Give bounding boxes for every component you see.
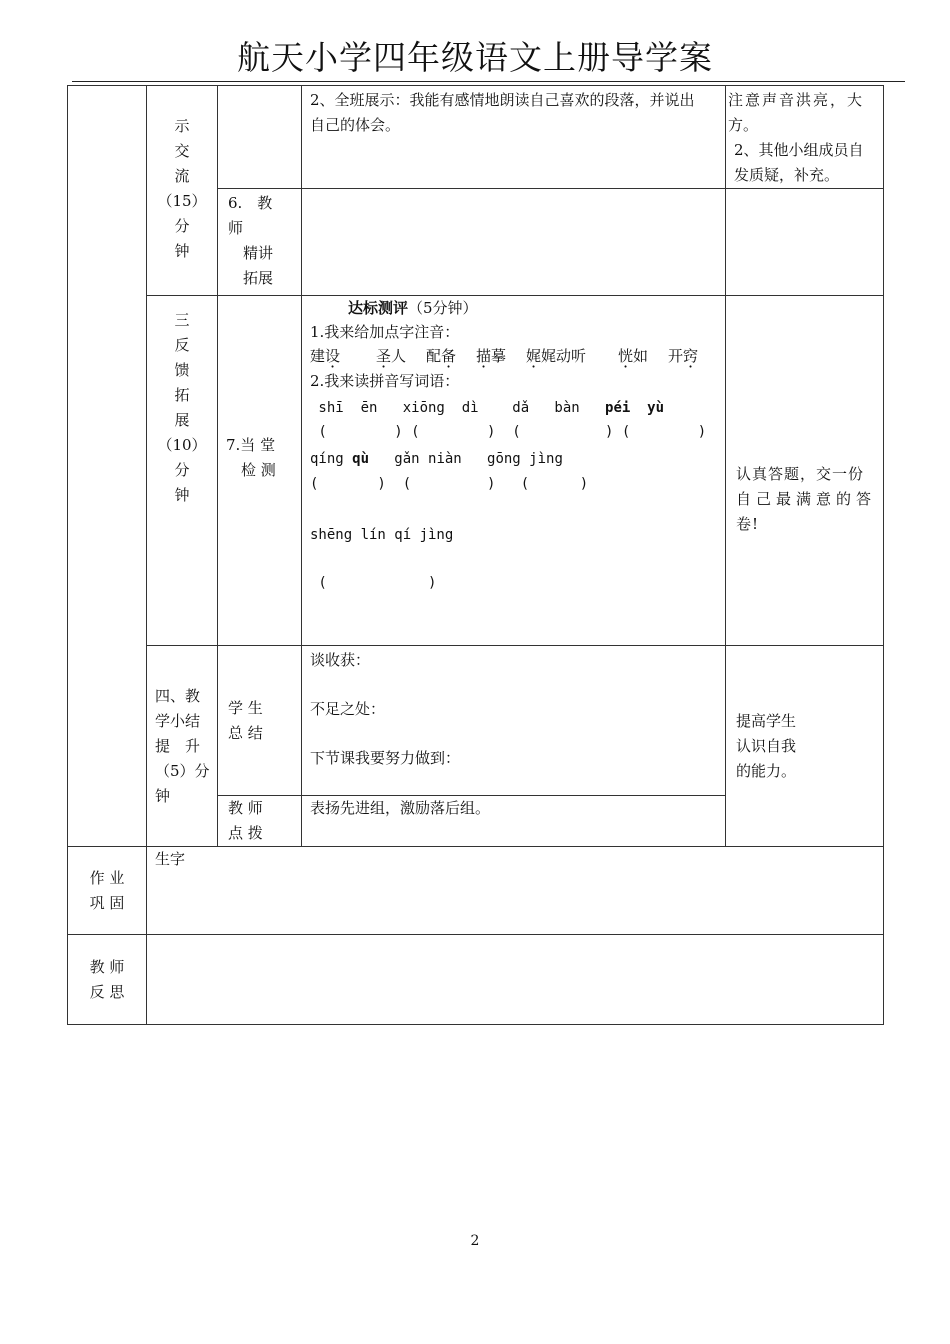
step-line: 师 (228, 219, 244, 237)
stage-summary-text: 学小结 (155, 711, 201, 730)
word-item: 恍如 (618, 347, 649, 365)
row-homework (68, 847, 884, 935)
step-line: 检 测 (226, 461, 276, 479)
stage-feedback-text: 分 (174, 461, 190, 479)
note-line: 的能力。 (736, 761, 797, 780)
header-rule (72, 81, 905, 82)
content-teacher-tip-cell: 表扬先进组，激励落后组。 (302, 796, 726, 847)
homework-label: 作 业 (89, 868, 125, 887)
homework-content-cell: 生字 (147, 847, 884, 935)
word-item: 娓娓动听 (526, 347, 587, 365)
summary-gain: 谈收获： (310, 651, 371, 669)
stage-show-text: 钟 (174, 242, 190, 260)
content-student-summary-cell (302, 646, 726, 796)
note-show-cell (726, 86, 884, 189)
note-line: 认识自我 (736, 736, 797, 755)
note-line: 提高学生 (736, 711, 797, 730)
page-number: 2 (470, 1233, 480, 1249)
stage-summary-cell (147, 646, 218, 847)
dotted-words-row (310, 344, 719, 368)
note-line: 2、其他小组成员自 (734, 141, 864, 159)
step-line: 教 师 (228, 799, 263, 817)
outer-left-cell (68, 86, 147, 847)
step-line: 精讲 (228, 244, 274, 262)
row-student-summary (68, 646, 884, 796)
test-heading (310, 296, 719, 320)
stage-feedback-text: （10） (157, 436, 207, 454)
blank-row-1: ( ) ( ) ( ) ( ) (310, 424, 707, 440)
question-1: 1.我来给加点字注音： (310, 323, 460, 341)
stage-summary-text: （5）分 (155, 761, 210, 780)
reflection-label: 反 思 (89, 982, 125, 1001)
reflection-label-cell (68, 935, 147, 1025)
test-heading-suffix: （5分钟） (408, 299, 478, 317)
question-2: 2.我来读拼音写词语： (310, 372, 460, 390)
stage-feedback-text: 反 (174, 336, 190, 354)
stage-feedback-text: 三 (174, 311, 190, 329)
word-item: 开窍 (668, 347, 699, 365)
stage-summary-text: 提 升 (155, 736, 201, 755)
stage-feedback-text: 展 (174, 411, 190, 429)
step-line: 拓展 (228, 269, 274, 287)
page-title: 航天小学四年级语文上册导学案 (237, 38, 713, 77)
step-line: 6. 教 (228, 194, 273, 212)
stage-show-text: （15） (157, 192, 207, 210)
stage-feedback-text: 拓 (174, 386, 190, 404)
content-show-cell (302, 86, 726, 189)
step-teacher-cell (218, 189, 302, 296)
homework-label-cell (68, 847, 147, 935)
stage-show-text: 示 (174, 117, 190, 135)
stage-feedback-cell (147, 296, 218, 646)
step-line: 点 拨 (228, 824, 263, 842)
word-item: 配备 (426, 347, 457, 365)
stage-show-text: 交 (174, 142, 190, 160)
homework-label: 巩 固 (89, 893, 125, 912)
word-item: 建设 (310, 347, 341, 365)
reflection-label: 教 师 (89, 957, 125, 976)
summary-goal: 下节课我要努力做到： (310, 749, 461, 767)
pinyin-row-3: shēng lín qí jìng (310, 527, 454, 543)
summary-weakness: 不足之处： (310, 700, 386, 718)
content-teacher-cell (302, 189, 726, 296)
step-student-summary-cell (218, 646, 302, 796)
stage-feedback-text: 钟 (174, 486, 190, 504)
lesson-plan-table (67, 85, 884, 1025)
stage-show-text: 分 (174, 217, 190, 235)
row-test (68, 296, 884, 646)
stage-summary-text: 四、教 (155, 686, 201, 705)
content-test-cell (302, 296, 726, 646)
pinyin-row-2: qíng qù gǎn niàn gōng jìng (310, 451, 563, 467)
step-show-cell (218, 86, 302, 189)
stage-show-cell (147, 86, 218, 296)
note-summary-cell (726, 646, 884, 847)
note-test-cell (726, 296, 884, 646)
note-line: 注意声音洪亮，大 (728, 91, 865, 109)
note-line: 自己最满意的答 (736, 490, 877, 508)
note-line: 卷! (736, 515, 760, 533)
pinyin-row-1: shī ēn xiōng dì dǎ bàn péi yù (310, 400, 665, 416)
note-teacher-cell (726, 189, 884, 296)
word-item: 圣人 (376, 347, 407, 365)
step-line: 7.当 堂 (226, 436, 276, 454)
row-reflection (68, 935, 884, 1025)
test-heading-title: 达标测评 (348, 299, 409, 317)
step-test-cell (218, 296, 302, 646)
stage-summary-text: 钟 (155, 786, 171, 805)
stage-feedback-text: 馈 (174, 361, 190, 379)
stage-show-text: 流 (174, 167, 190, 185)
step-teacher-tip-cell (218, 796, 302, 847)
reflection-content-cell (147, 935, 884, 1025)
note-line: 方。 (728, 116, 759, 134)
content-line: 2、全班展示：我能有感情地朗读自己喜欢的段落，并说出 (310, 91, 695, 109)
note-line: 认真答题，交一份 (736, 465, 865, 483)
blank-row-3: ( ) (310, 575, 437, 591)
note-line: 发质疑，补充。 (734, 166, 840, 184)
step-line: 总 结 (228, 723, 263, 742)
step-line: 学 生 (228, 698, 263, 717)
word-item: 描摹 (476, 347, 507, 365)
content-line: 自己的体会。 (310, 116, 401, 134)
row-show (68, 86, 884, 189)
blank-row-2: ( ) ( ) ( ) (310, 476, 589, 492)
